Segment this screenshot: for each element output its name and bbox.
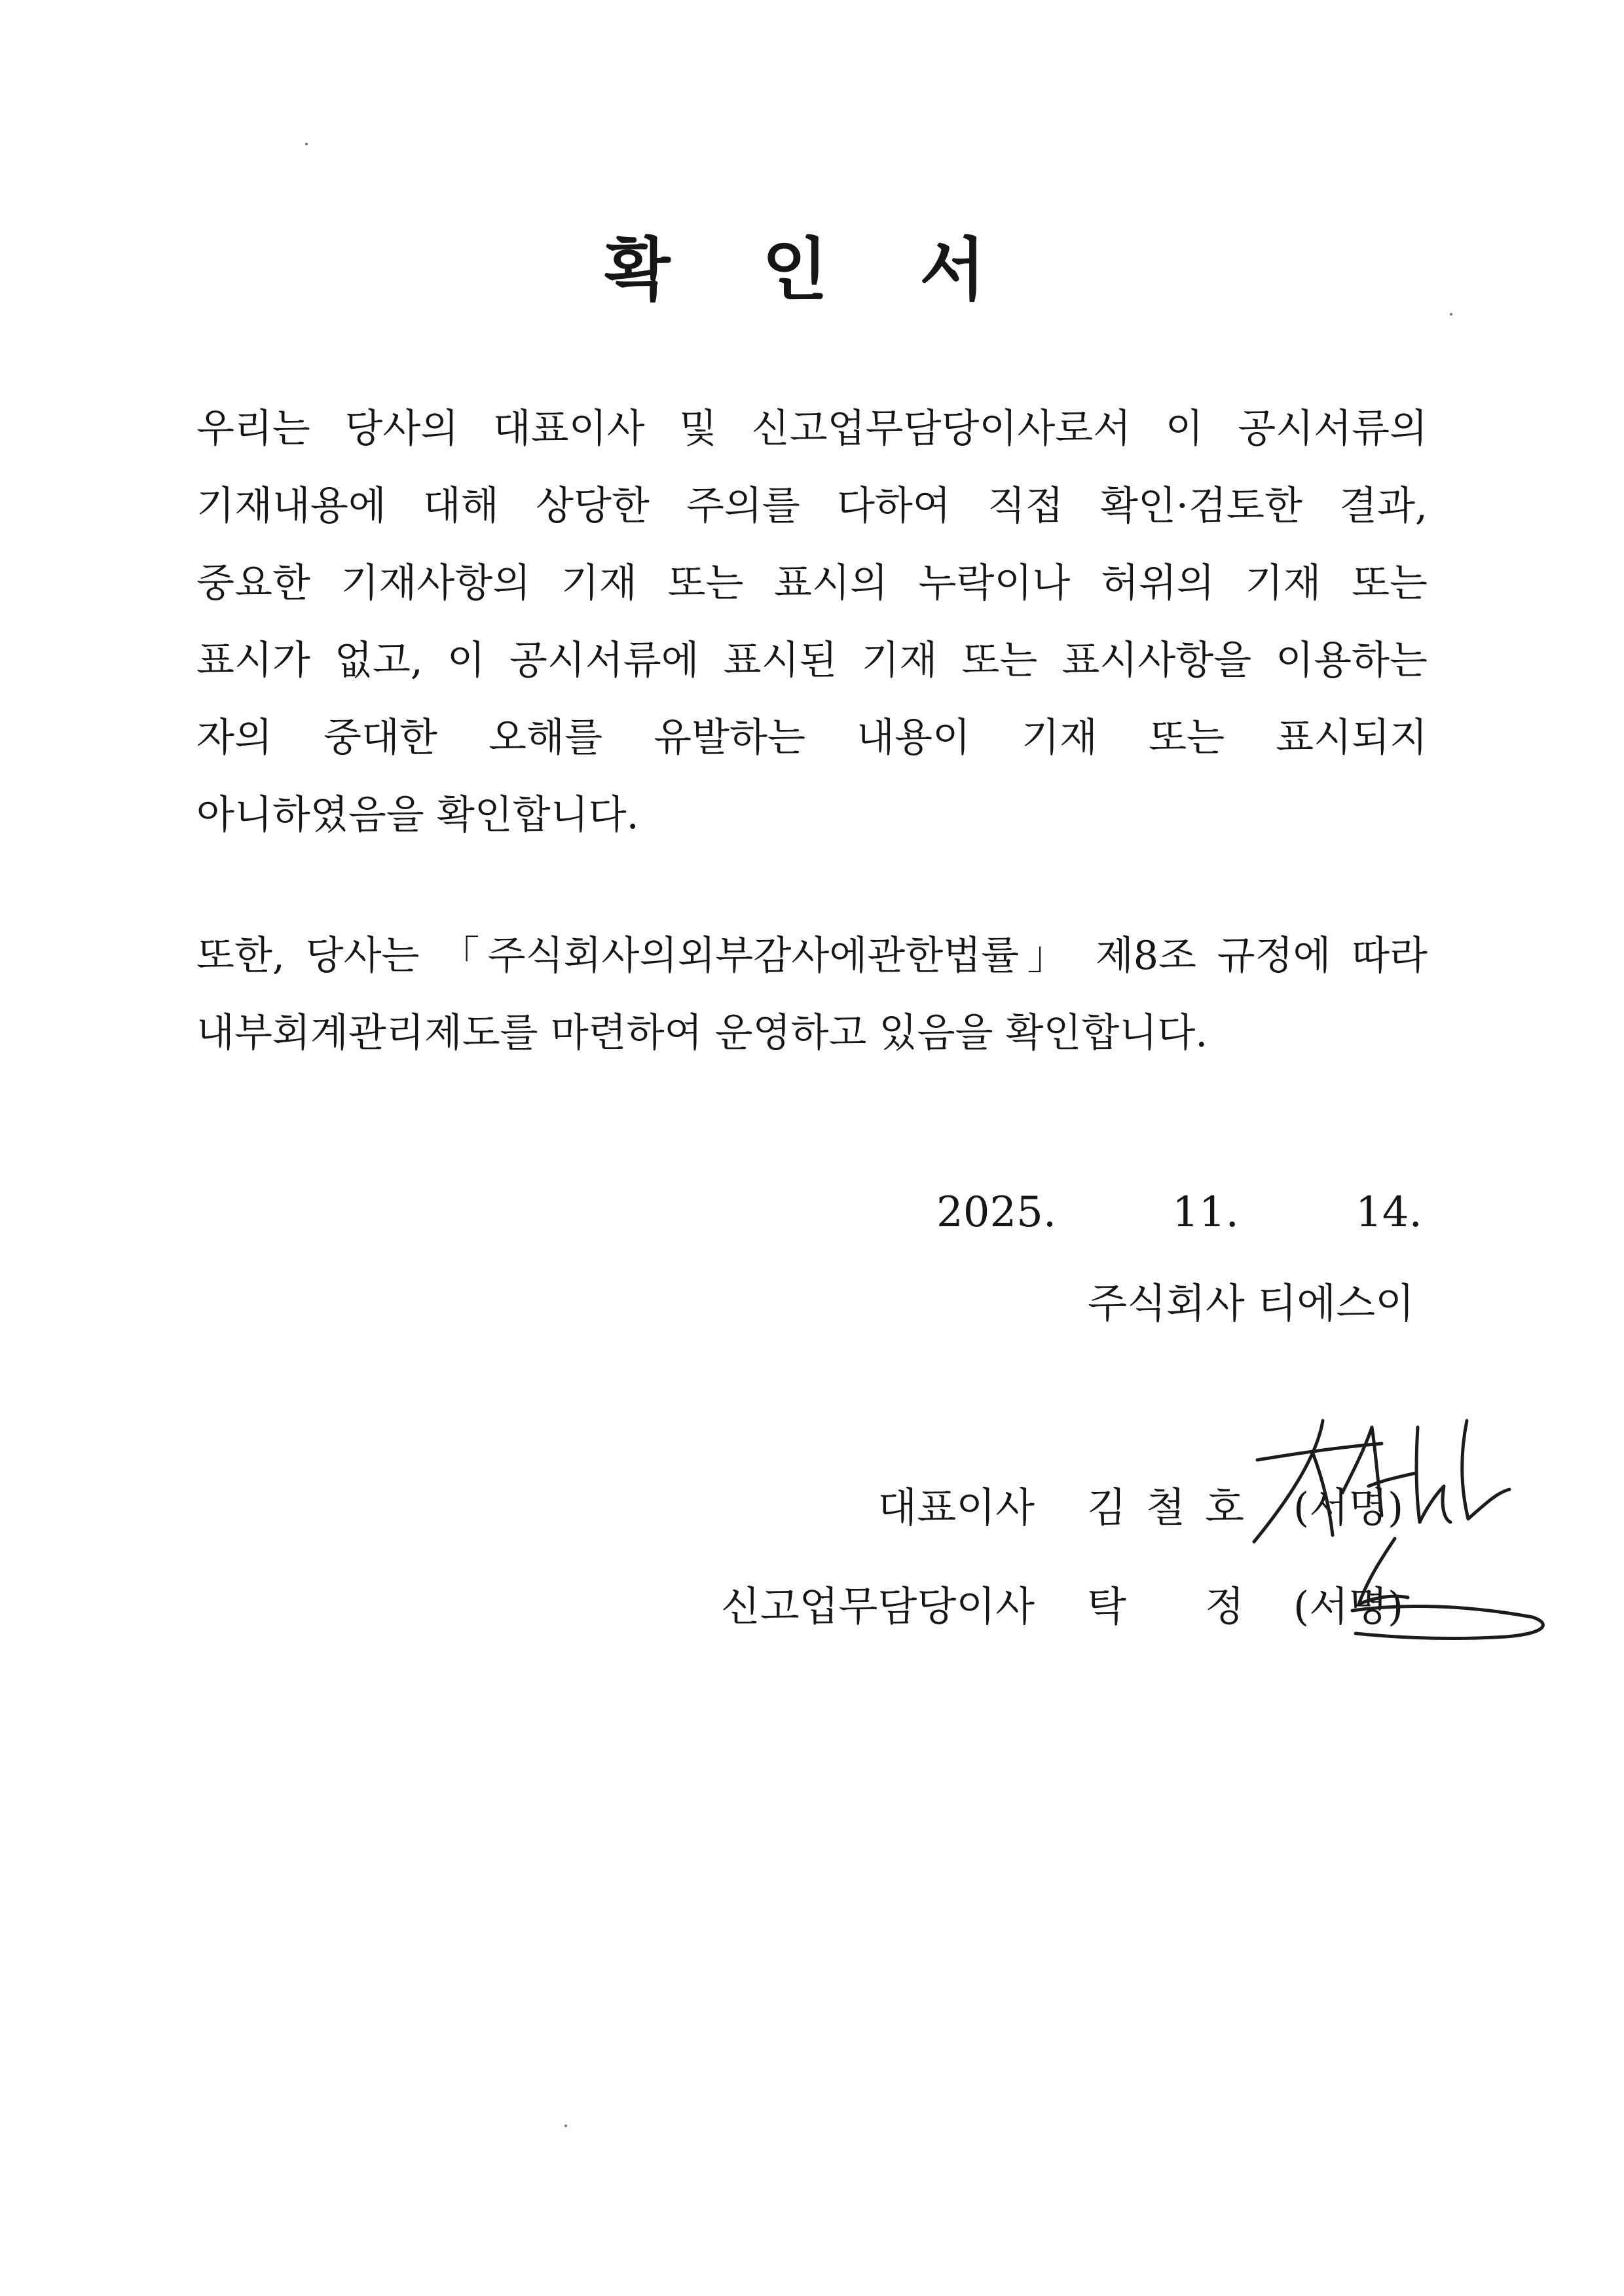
document-title: 확 인 서	[604, 230, 1020, 310]
scan-speck	[564, 2124, 567, 2127]
paragraph-line: 표시가 없고, 이 공시서류에 표시된 기재 또는 표시사항을 이용하는	[196, 638, 1428, 683]
date-month: 11.	[1172, 1188, 1239, 1237]
date-day: 14.	[1356, 1188, 1422, 1237]
signatory-name: 탁 정	[1087, 1582, 1244, 1630]
scan-speck	[1450, 313, 1452, 316]
paragraph-line: 기재내용에 대해 상당한 주의를 다하여 직접 확인·검토한 결과,	[196, 483, 1428, 529]
signatory-name: 김 철 호	[1087, 1484, 1244, 1531]
company-name: 주식회사 티에스이	[1088, 1279, 1414, 1327]
scan-speck	[305, 143, 308, 145]
paragraph-line: 아니하였음을 확인합니다.	[196, 792, 639, 838]
paragraph-line: 자의 중대한 오해를 유발하는 내용이 기재 또는 표시되지	[196, 715, 1428, 761]
signature-mark: (서명)	[1293, 1582, 1404, 1630]
handwritten-signature	[1244, 1408, 1559, 1656]
paragraph-line: 우리는 당사의 대표이사 및 신고업무담당이사로서 이 공시서류의	[196, 406, 1428, 452]
paragraph-line: 내부회계관리제도를 마련하여 운영하고 있음을 확인합니다.	[196, 1010, 1208, 1056]
date-year: 2025.	[936, 1188, 1057, 1237]
paragraph-line: 또한, 당사는 「주식회사의외부감사에관한법률」 제8조 규정에 따라	[196, 933, 1428, 979]
signatory-title: 대표이사	[877, 1484, 1035, 1531]
signatory-title: 신고업무담당이사	[720, 1582, 1035, 1630]
document-date	[936, 1188, 1422, 1237]
signature-mark: (서명)	[1293, 1484, 1404, 1531]
paragraph-line: 중요한 기재사항의 기재 또는 표시의 누락이나 허위의 기재 또는	[196, 560, 1428, 606]
